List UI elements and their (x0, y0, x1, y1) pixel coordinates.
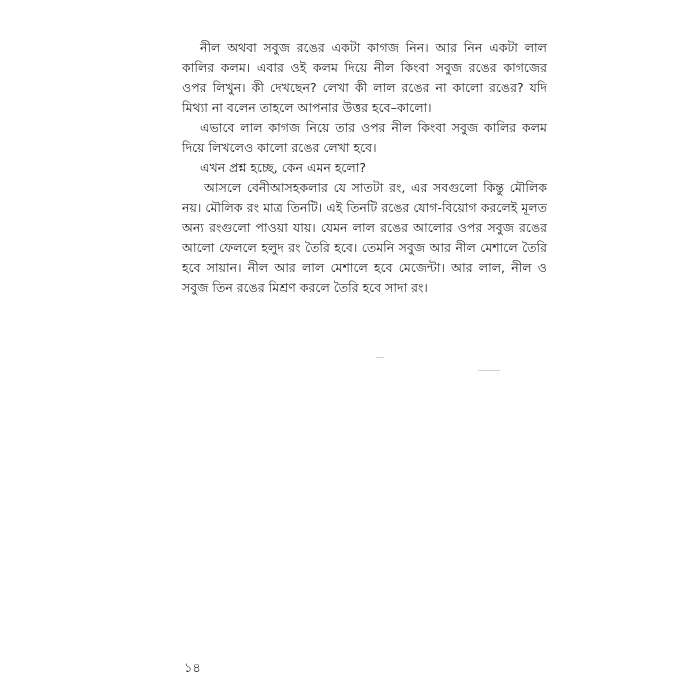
paragraph-2: এভাবে লাল কাগজ নিয়ে তার ওপর নীল কিংবা সবুজ কালির কলম দিয়ে লিখলেও কালো রঙের লেখা হবে। (182, 120, 547, 155)
paragraph-3: এখন প্রশ্ন হচ্ছে, কেন এমন হলো? (200, 160, 366, 175)
paragraph-1: নীল অথবা সবুজ রঙের একটা কাগজ নিন। আর নিন একটা লাল কালির কলম। এবার ওই কলম দিয়ে নীল কিংবা সবুজ রঙের কাগজের ওপর লিখুন। কী দেখছেন? লেখা কী লাল রঙের না কালো রঙের? যদি মিথ্যা না বলেন তাহলে আপনার উত্তর হবে–কালো। (182, 40, 547, 115)
paragraph-4: আসলে বেনীআসহকলার যে সাতটা রং, এর সবগুলো কিন্তু মৌলিক নয়। মৌলিক রং মাত্র তিনটি। এই তিনটি রঙের যোগ-বিয়োগ করলেই মূলত অন্য রংগুলো পাওয়া যায়। যেমন লাল রঙের আলোর ওপর সবুজ রঙের আলো ফেললে হলুদ রং তৈরি হবে। তেমনি সবুজ আর নীল মেশালে তৈরি হবে সায়ান। নীল আর লাল মেশালে হবে মেজেন্টা। আর লাল, নীল ও সবুজ তিন রঙের মিশ্রণ করলে তৈরি হবে সাদা রং। (182, 180, 547, 295)
body-text (182, 38, 547, 298)
scan-speck (478, 370, 500, 371)
page-number: ১৪ (184, 661, 201, 676)
scan-speck (376, 357, 384, 358)
